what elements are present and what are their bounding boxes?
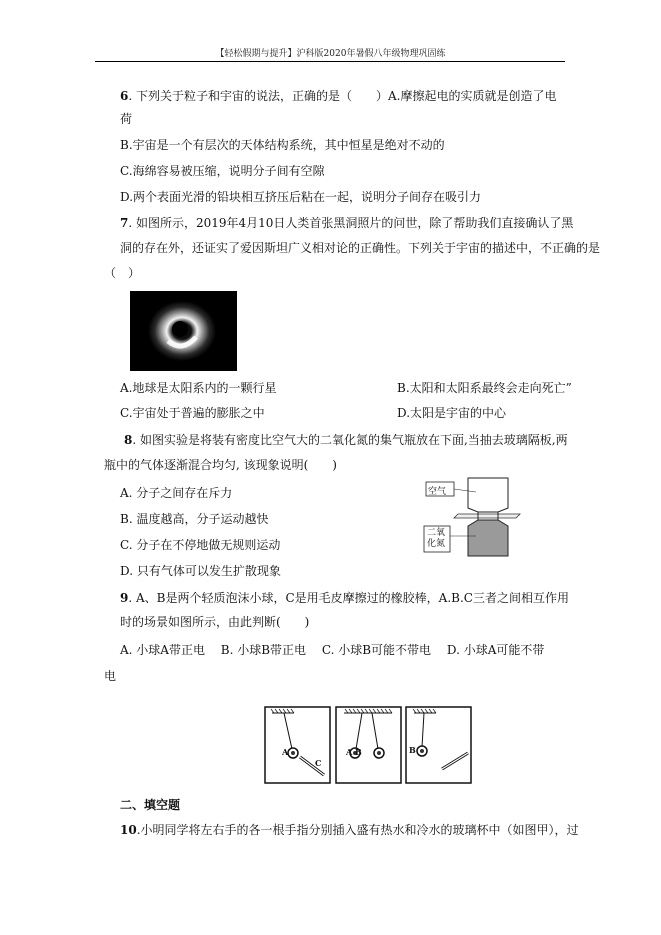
figure-label-no2	[427, 528, 445, 550]
question-number: 6	[120, 89, 129, 103]
label-line: 化氮	[427, 539, 446, 549]
question-7-option-c: C.宇宙处于普遍的膨胀之中	[120, 406, 265, 420]
question-7-option-a: A.地球是太阳系内的一颗行星	[120, 381, 277, 395]
question-9-line-2: 时的场景如图所示，由此判断( )	[120, 615, 310, 629]
question-text: . 如图实验是将装有密度比空气大的二氧化氮的集气瓶放在下面,当抽去玻璃隔板,两	[132, 433, 568, 447]
figure-label-c: C	[315, 758, 322, 768]
figure-label-air: 空气	[428, 487, 447, 497]
question-6-option-d: D.两个表面光滑的铅块相互挤压后粘在一起，说明分子间存在吸引力	[120, 190, 482, 204]
question-8-option-d: D. 只有气体可以发生扩散现象	[120, 564, 281, 578]
question-7-line-1	[120, 215, 573, 231]
question-number: 7	[120, 216, 129, 230]
question-number: 10	[120, 823, 137, 837]
page-header: 【轻松假期与提升】沪科版2020年暑假八年级物理巩固练	[215, 49, 446, 59]
question-6-line-2: 荷	[120, 112, 133, 126]
header-rule	[95, 61, 565, 62]
question-number: 8	[124, 433, 133, 447]
question-text: . 如图所示，2019年4月10日人类首张黑洞照片的问世，除了帮助我们直接确认了黑	[128, 216, 574, 230]
question-8-option-b: B. 温度越高，分子运动越快	[120, 512, 269, 526]
question-6-option-c: C.海绵容易被压缩，说明分子间有空隙	[120, 164, 325, 178]
label-line: 二氧	[427, 528, 446, 538]
question-8-line-2: 瓶中的气体逐渐混合均匀, 该现象说明( )	[104, 458, 337, 472]
charge-interaction-figure	[264, 705, 474, 785]
question-text: . 下列关于粒子和宇宙的说法，正确的是（ ）A.摩擦起电的实质就是创造了电	[128, 89, 557, 103]
question-6-line-1	[120, 88, 556, 104]
question-text: . A、B是两个轻质泡沫小球，C是用毛皮摩擦过的橡胶棒，A.B.C三者之间相互作用	[128, 591, 569, 605]
section-title: 二、填空题	[120, 798, 181, 812]
question-9-line-3: 电	[104, 669, 117, 683]
question-7-line-3: （ ）	[104, 266, 141, 280]
question-6-option-b: B.宇宙是一个有层次的天体结构系统，其中恒星是绝对不动的	[120, 138, 445, 152]
question-10-line-1	[120, 822, 579, 838]
black-hole-image	[130, 291, 237, 371]
question-text: .小明同学将左右手的各一根手指分别插入盛有热水和冷水的玻璃杯中（如图甲），过	[136, 823, 579, 837]
question-9-options: A. 小球A带正电 B. 小球B带正电 C. 小球B可能不带电 D. 小球A可能不带	[120, 643, 545, 657]
question-number: 9	[120, 591, 129, 605]
question-7-line-2: 洞的存在外，还证实了爱因斯坦广义相对论的正确性。下列关于宇宙的描述中，不正确的是	[120, 241, 601, 255]
question-7-option-d: D.太阳是宇宙的中心	[397, 406, 507, 420]
figure-label-ab: A B	[346, 747, 362, 757]
question-7-option-b: B.太阳和太阳系最终会走向死亡”	[397, 381, 572, 395]
question-8-line-1	[124, 432, 568, 448]
figure-label-b: B	[409, 745, 416, 755]
question-8-option-c: C. 分子在不停地做无规则运动	[120, 538, 281, 552]
figure-label-a: A	[282, 747, 289, 757]
question-8-option-a: A. 分子之间存在斥力	[120, 486, 233, 500]
question-9-line-1	[120, 590, 569, 606]
